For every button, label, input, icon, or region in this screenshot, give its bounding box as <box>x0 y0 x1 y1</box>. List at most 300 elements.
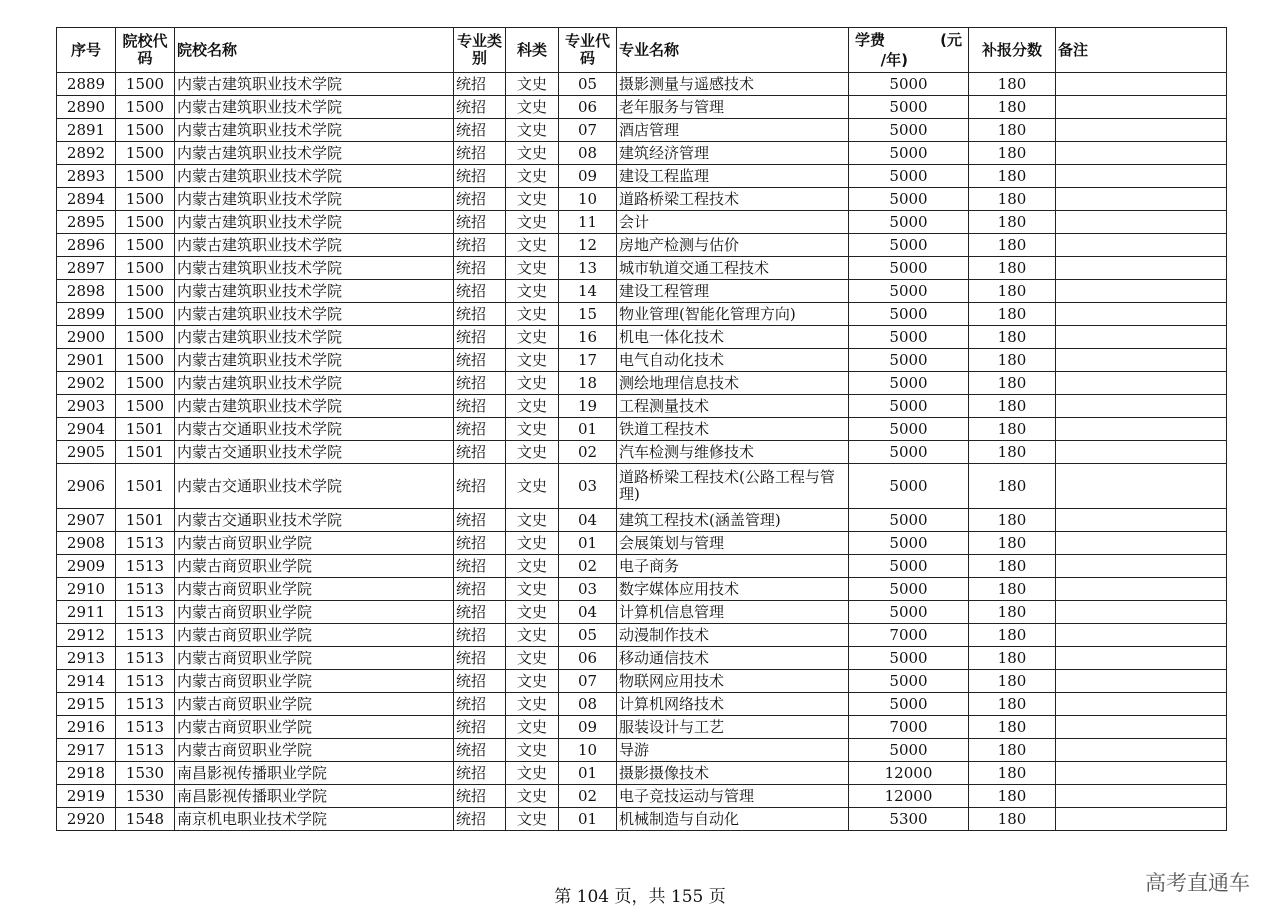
cell-fee: 5000 <box>849 165 969 188</box>
cell-note <box>1056 808 1227 831</box>
cell-fee: 5000 <box>849 395 969 418</box>
cell-subject: 文史 <box>506 808 559 831</box>
cell-note <box>1056 96 1227 119</box>
cell-score: 180 <box>969 509 1056 532</box>
cell-major-code: 01 <box>559 418 617 441</box>
cell-subject: 文史 <box>506 234 559 257</box>
cell-category: 统招 <box>454 73 506 96</box>
cell-major-name: 酒店管理 <box>617 119 849 142</box>
cell-fee: 12000 <box>849 785 969 808</box>
cell-fee: 5000 <box>849 96 969 119</box>
cell-school-code: 1513 <box>116 624 175 647</box>
table-row <box>57 739 1227 762</box>
cell-fee: 5000 <box>849 326 969 349</box>
cell-category: 统招 <box>454 188 506 211</box>
cell-school-code: 1513 <box>116 601 175 624</box>
table-row <box>57 303 1227 326</box>
cell-subject: 文史 <box>506 693 559 716</box>
table-row <box>57 372 1227 395</box>
cell-category: 统招 <box>454 119 506 142</box>
cell-note <box>1056 280 1227 303</box>
cell-school-code: 1501 <box>116 418 175 441</box>
cell-school-code: 1500 <box>116 211 175 234</box>
cell-seq: 2904 <box>57 418 116 441</box>
cell-category: 统招 <box>454 96 506 119</box>
cell-seq: 2920 <box>57 808 116 831</box>
cell-fee: 5000 <box>849 188 969 211</box>
cell-fee: 5000 <box>849 73 969 96</box>
cell-major-code: 03 <box>559 578 617 601</box>
cell-note <box>1056 188 1227 211</box>
cell-major-code: 19 <box>559 395 617 418</box>
cell-subject: 文史 <box>506 716 559 739</box>
cell-fee: 5000 <box>849 372 969 395</box>
header-fee-unit-open: (元 <box>940 31 962 49</box>
cell-seq: 2893 <box>57 165 116 188</box>
cell-school-code: 1500 <box>116 234 175 257</box>
header-fee-unit-close: /年) <box>880 51 908 69</box>
cell-category: 统招 <box>454 349 506 372</box>
cell-seq: 2896 <box>57 234 116 257</box>
cell-seq: 2895 <box>57 211 116 234</box>
cell-seq: 2908 <box>57 532 116 555</box>
cell-school-code: 1513 <box>116 670 175 693</box>
table-row <box>57 464 1227 509</box>
cell-seq: 2891 <box>57 119 116 142</box>
cell-major-code: 05 <box>559 624 617 647</box>
header-school-code: 院校代码 <box>116 28 175 73</box>
cell-score: 180 <box>969 464 1056 509</box>
cell-fee: 5300 <box>849 808 969 831</box>
cell-note <box>1056 762 1227 785</box>
cell-fee: 5000 <box>849 418 969 441</box>
cell-score: 180 <box>969 119 1056 142</box>
cell-major-name: 汽车检测与维修技术 <box>617 441 849 464</box>
cell-major-name: 机电一体化技术 <box>617 326 849 349</box>
cell-school-name: 内蒙古建筑职业技术学院 <box>175 73 454 96</box>
table-row <box>57 211 1227 234</box>
table-row <box>57 808 1227 831</box>
cell-school-name: 内蒙古商贸职业学院 <box>175 555 454 578</box>
cell-school-code: 1500 <box>116 119 175 142</box>
cell-note <box>1056 303 1227 326</box>
cell-score: 180 <box>969 73 1056 96</box>
cell-school-name: 内蒙古商贸职业学院 <box>175 601 454 624</box>
cell-major-code: 04 <box>559 601 617 624</box>
cell-score: 180 <box>969 808 1056 831</box>
cell-major-code: 06 <box>559 647 617 670</box>
cell-subject: 文史 <box>506 532 559 555</box>
cell-major-code: 18 <box>559 372 617 395</box>
cell-category: 统招 <box>454 693 506 716</box>
cell-major-name: 物业管理(智能化管理方向) <box>617 303 849 326</box>
cell-seq: 2900 <box>57 326 116 349</box>
cell-major-name: 建设工程管理 <box>617 280 849 303</box>
cell-score: 180 <box>969 280 1056 303</box>
cell-major-name: 会展策划与管理 <box>617 532 849 555</box>
cell-school-name: 内蒙古建筑职业技术学院 <box>175 211 454 234</box>
table-row <box>57 418 1227 441</box>
cell-score: 180 <box>969 96 1056 119</box>
cell-school-name: 内蒙古商贸职业学院 <box>175 693 454 716</box>
cell-major-code: 05 <box>559 73 617 96</box>
table-row <box>57 280 1227 303</box>
cell-major-code: 10 <box>559 188 617 211</box>
cell-major-code: 07 <box>559 670 617 693</box>
cell-seq: 2892 <box>57 142 116 165</box>
cell-major-code: 07 <box>559 119 617 142</box>
cell-major-code: 14 <box>559 280 617 303</box>
cell-major-name: 动漫制作技术 <box>617 624 849 647</box>
cell-subject: 文史 <box>506 578 559 601</box>
cell-note <box>1056 165 1227 188</box>
cell-school-name: 内蒙古商贸职业学院 <box>175 532 454 555</box>
header-major-name: 专业名称 <box>617 28 849 73</box>
cell-school-code: 1548 <box>116 808 175 831</box>
cell-major-code: 16 <box>559 326 617 349</box>
cell-note <box>1056 464 1227 509</box>
table-row <box>57 349 1227 372</box>
cell-category: 统招 <box>454 395 506 418</box>
cell-seq: 2917 <box>57 739 116 762</box>
table-row <box>57 670 1227 693</box>
cell-major-name: 房地产检测与估价 <box>617 234 849 257</box>
cell-major-name: 机械制造与自动化 <box>617 808 849 831</box>
cell-seq: 2902 <box>57 372 116 395</box>
cell-seq: 2910 <box>57 578 116 601</box>
header-school-name: 院校名称 <box>175 28 454 73</box>
cell-school-code: 1530 <box>116 762 175 785</box>
cell-score: 180 <box>969 303 1056 326</box>
cell-school-name: 内蒙古商贸职业学院 <box>175 670 454 693</box>
cell-score: 180 <box>969 372 1056 395</box>
cell-school-name: 内蒙古交通职业技术学院 <box>175 441 454 464</box>
cell-school-name: 内蒙古建筑职业技术学院 <box>175 165 454 188</box>
cell-school-code: 1500 <box>116 280 175 303</box>
table-row <box>57 785 1227 808</box>
cell-seq: 2906 <box>57 464 116 509</box>
cell-note <box>1056 142 1227 165</box>
table-row <box>57 693 1227 716</box>
cell-score: 180 <box>969 693 1056 716</box>
cell-subject: 文史 <box>506 739 559 762</box>
cell-subject: 文史 <box>506 555 559 578</box>
cell-school-name: 内蒙古商贸职业学院 <box>175 716 454 739</box>
cell-school-name: 南京机电职业技术学院 <box>175 808 454 831</box>
cell-seq: 2890 <box>57 96 116 119</box>
cell-seq: 2907 <box>57 509 116 532</box>
cell-major-name: 电气自动化技术 <box>617 349 849 372</box>
cell-subject: 文史 <box>506 647 559 670</box>
cell-score: 180 <box>969 785 1056 808</box>
cell-note <box>1056 418 1227 441</box>
cell-major-name: 建筑工程技术(涵盖管理) <box>617 509 849 532</box>
cell-school-code: 1500 <box>116 188 175 211</box>
cell-fee: 5000 <box>849 280 969 303</box>
cell-major-code: 04 <box>559 509 617 532</box>
cell-seq: 2909 <box>57 555 116 578</box>
cell-note <box>1056 349 1227 372</box>
cell-category: 统招 <box>454 142 506 165</box>
cell-score: 180 <box>969 326 1056 349</box>
cell-seq: 2889 <box>57 73 116 96</box>
cell-school-code: 1513 <box>116 693 175 716</box>
cell-major-name: 铁道工程技术 <box>617 418 849 441</box>
cell-school-name: 内蒙古商贸职业学院 <box>175 647 454 670</box>
cell-subject: 文史 <box>506 165 559 188</box>
cell-note <box>1056 509 1227 532</box>
cell-fee: 7000 <box>849 624 969 647</box>
cell-fee: 5000 <box>849 142 969 165</box>
cell-school-name: 内蒙古建筑职业技术学院 <box>175 257 454 280</box>
cell-school-name: 内蒙古建筑职业技术学院 <box>175 349 454 372</box>
cell-subject: 文史 <box>506 73 559 96</box>
cell-fee: 5000 <box>849 119 969 142</box>
cell-major-name: 摄影测量与遥感技术 <box>617 73 849 96</box>
cell-seq: 2914 <box>57 670 116 693</box>
cell-fee: 5000 <box>849 555 969 578</box>
cell-seq: 2901 <box>57 349 116 372</box>
cell-school-name: 内蒙古建筑职业技术学院 <box>175 119 454 142</box>
cell-school-code: 1500 <box>116 349 175 372</box>
table-row <box>57 441 1227 464</box>
cell-major-name: 道路桥梁工程技术(公路工程与管理) <box>617 464 849 509</box>
cell-school-name: 内蒙古建筑职业技术学院 <box>175 96 454 119</box>
cell-seq: 2894 <box>57 188 116 211</box>
cell-category: 统招 <box>454 555 506 578</box>
cell-major-code: 01 <box>559 762 617 785</box>
cell-subject: 文史 <box>506 257 559 280</box>
cell-score: 180 <box>969 555 1056 578</box>
cell-subject: 文史 <box>506 96 559 119</box>
cell-score: 180 <box>969 532 1056 555</box>
cell-seq: 2912 <box>57 624 116 647</box>
cell-subject: 文史 <box>506 303 559 326</box>
watermark: 高考直通车 <box>1145 871 1250 895</box>
cell-school-code: 1500 <box>116 257 175 280</box>
cell-score: 180 <box>969 739 1056 762</box>
table-row <box>57 395 1227 418</box>
table-row <box>57 73 1227 96</box>
header-score: 补报分数 <box>969 28 1056 73</box>
cell-school-name: 内蒙古建筑职业技术学院 <box>175 372 454 395</box>
table-row <box>57 532 1227 555</box>
cell-subject: 文史 <box>506 280 559 303</box>
cell-note <box>1056 670 1227 693</box>
cell-subject: 文史 <box>506 418 559 441</box>
cell-major-name: 建筑经济管理 <box>617 142 849 165</box>
cell-major-code: 09 <box>559 165 617 188</box>
cell-note <box>1056 441 1227 464</box>
cell-note <box>1056 326 1227 349</box>
cell-major-name: 物联网应用技术 <box>617 670 849 693</box>
cell-fee: 5000 <box>849 670 969 693</box>
cell-score: 180 <box>969 395 1056 418</box>
cell-note <box>1056 532 1227 555</box>
header-category: 专业类别 <box>454 28 506 73</box>
cell-major-name: 道路桥梁工程技术 <box>617 188 849 211</box>
cell-fee: 5000 <box>849 441 969 464</box>
cell-major-code: 02 <box>559 555 617 578</box>
header-subject: 科类 <box>506 28 559 73</box>
admission-table <box>56 27 1227 831</box>
cell-fee: 5000 <box>849 349 969 372</box>
cell-school-name: 内蒙古建筑职业技术学院 <box>175 303 454 326</box>
cell-major-name: 电子竞技运动与管理 <box>617 785 849 808</box>
cell-subject: 文史 <box>506 326 559 349</box>
cell-school-code: 1513 <box>116 716 175 739</box>
header-seq: 序号 <box>57 28 116 73</box>
cell-school-code: 1513 <box>116 647 175 670</box>
cell-major-name: 测绘地理信息技术 <box>617 372 849 395</box>
cell-seq: 2897 <box>57 257 116 280</box>
cell-score: 180 <box>969 578 1056 601</box>
cell-score: 180 <box>969 716 1056 739</box>
cell-school-code: 1501 <box>116 509 175 532</box>
cell-major-code: 09 <box>559 716 617 739</box>
cell-school-code: 1500 <box>116 372 175 395</box>
cell-category: 统招 <box>454 647 506 670</box>
cell-score: 180 <box>969 234 1056 257</box>
cell-score: 180 <box>969 188 1056 211</box>
cell-school-code: 1513 <box>116 555 175 578</box>
table-row <box>57 601 1227 624</box>
cell-subject: 文史 <box>506 372 559 395</box>
cell-school-name: 南昌影视传播职业学院 <box>175 762 454 785</box>
cell-school-name: 内蒙古商贸职业学院 <box>175 578 454 601</box>
cell-seq: 2915 <box>57 693 116 716</box>
cell-major-name: 工程测量技术 <box>617 395 849 418</box>
header-note: 备注 <box>1056 28 1227 73</box>
cell-major-name: 建设工程监理 <box>617 165 849 188</box>
cell-score: 180 <box>969 165 1056 188</box>
cell-major-code: 17 <box>559 349 617 372</box>
cell-school-name: 内蒙古建筑职业技术学院 <box>175 326 454 349</box>
cell-major-name: 计算机网络技术 <box>617 693 849 716</box>
cell-note <box>1056 647 1227 670</box>
cell-note <box>1056 395 1227 418</box>
cell-note <box>1056 234 1227 257</box>
cell-note <box>1056 601 1227 624</box>
cell-major-code: 11 <box>559 211 617 234</box>
cell-note <box>1056 257 1227 280</box>
cell-school-code: 1500 <box>116 303 175 326</box>
cell-category: 统招 <box>454 303 506 326</box>
cell-note <box>1056 693 1227 716</box>
cell-school-code: 1501 <box>116 441 175 464</box>
cell-category: 统招 <box>454 280 506 303</box>
cell-major-name: 摄影摄像技术 <box>617 762 849 785</box>
cell-score: 180 <box>969 762 1056 785</box>
cell-note <box>1056 119 1227 142</box>
cell-fee: 5000 <box>849 739 969 762</box>
cell-school-code: 1513 <box>116 739 175 762</box>
cell-fee: 5000 <box>849 601 969 624</box>
cell-category: 统招 <box>454 624 506 647</box>
table-row <box>57 647 1227 670</box>
cell-school-code: 1513 <box>116 532 175 555</box>
cell-major-name: 会计 <box>617 211 849 234</box>
cell-seq: 2918 <box>57 762 116 785</box>
cell-school-code: 1500 <box>116 165 175 188</box>
cell-fee: 5000 <box>849 464 969 509</box>
cell-subject: 文史 <box>506 119 559 142</box>
table-row <box>57 257 1227 280</box>
cell-major-name: 计算机信息管理 <box>617 601 849 624</box>
table-row <box>57 142 1227 165</box>
cell-category: 统招 <box>454 808 506 831</box>
cell-category: 统招 <box>454 211 506 234</box>
cell-score: 180 <box>969 441 1056 464</box>
cell-subject: 文史 <box>506 188 559 211</box>
cell-major-code: 01 <box>559 808 617 831</box>
cell-school-name: 内蒙古建筑职业技术学院 <box>175 280 454 303</box>
cell-category: 统招 <box>454 418 506 441</box>
cell-school-code: 1500 <box>116 73 175 96</box>
cell-category: 统招 <box>454 762 506 785</box>
cell-category: 统招 <box>454 739 506 762</box>
cell-category: 统招 <box>454 372 506 395</box>
cell-score: 180 <box>969 418 1056 441</box>
cell-fee: 5000 <box>849 303 969 326</box>
table-row <box>57 716 1227 739</box>
table-row <box>57 509 1227 532</box>
cell-subject: 文史 <box>506 464 559 509</box>
cell-major-name: 数字媒体应用技术 <box>617 578 849 601</box>
table-header-row <box>57 28 1227 73</box>
cell-seq: 2911 <box>57 601 116 624</box>
cell-school-code: 1500 <box>116 395 175 418</box>
cell-category: 统招 <box>454 785 506 808</box>
cell-seq: 2905 <box>57 441 116 464</box>
cell-fee: 5000 <box>849 578 969 601</box>
table-row <box>57 119 1227 142</box>
cell-major-code: 03 <box>559 464 617 509</box>
cell-fee: 7000 <box>849 716 969 739</box>
cell-major-code: 02 <box>559 785 617 808</box>
cell-school-code: 1530 <box>116 785 175 808</box>
cell-school-name: 南昌影视传播职业学院 <box>175 785 454 808</box>
table-row <box>57 624 1227 647</box>
cell-major-code: 13 <box>559 257 617 280</box>
cell-subject: 文史 <box>506 509 559 532</box>
cell-category: 统招 <box>454 464 506 509</box>
cell-school-name: 内蒙古交通职业技术学院 <box>175 418 454 441</box>
cell-subject: 文史 <box>506 601 559 624</box>
cell-note <box>1056 716 1227 739</box>
cell-category: 统招 <box>454 326 506 349</box>
header-fee-label: 学费 <box>855 31 886 49</box>
cell-school-name: 内蒙古交通职业技术学院 <box>175 464 454 509</box>
cell-seq: 2898 <box>57 280 116 303</box>
cell-major-code: 01 <box>559 532 617 555</box>
cell-major-code: 02 <box>559 441 617 464</box>
cell-subject: 文史 <box>506 441 559 464</box>
table-row <box>57 165 1227 188</box>
cell-school-code: 1500 <box>116 326 175 349</box>
table-row <box>57 555 1227 578</box>
cell-score: 180 <box>969 670 1056 693</box>
cell-school-name: 内蒙古建筑职业技术学院 <box>175 234 454 257</box>
cell-subject: 文史 <box>506 762 559 785</box>
cell-note <box>1056 73 1227 96</box>
cell-category: 统招 <box>454 716 506 739</box>
cell-note <box>1056 211 1227 234</box>
cell-score: 180 <box>969 647 1056 670</box>
cell-fee: 12000 <box>849 762 969 785</box>
header-fee <box>849 28 969 73</box>
table-body <box>57 73 1227 831</box>
